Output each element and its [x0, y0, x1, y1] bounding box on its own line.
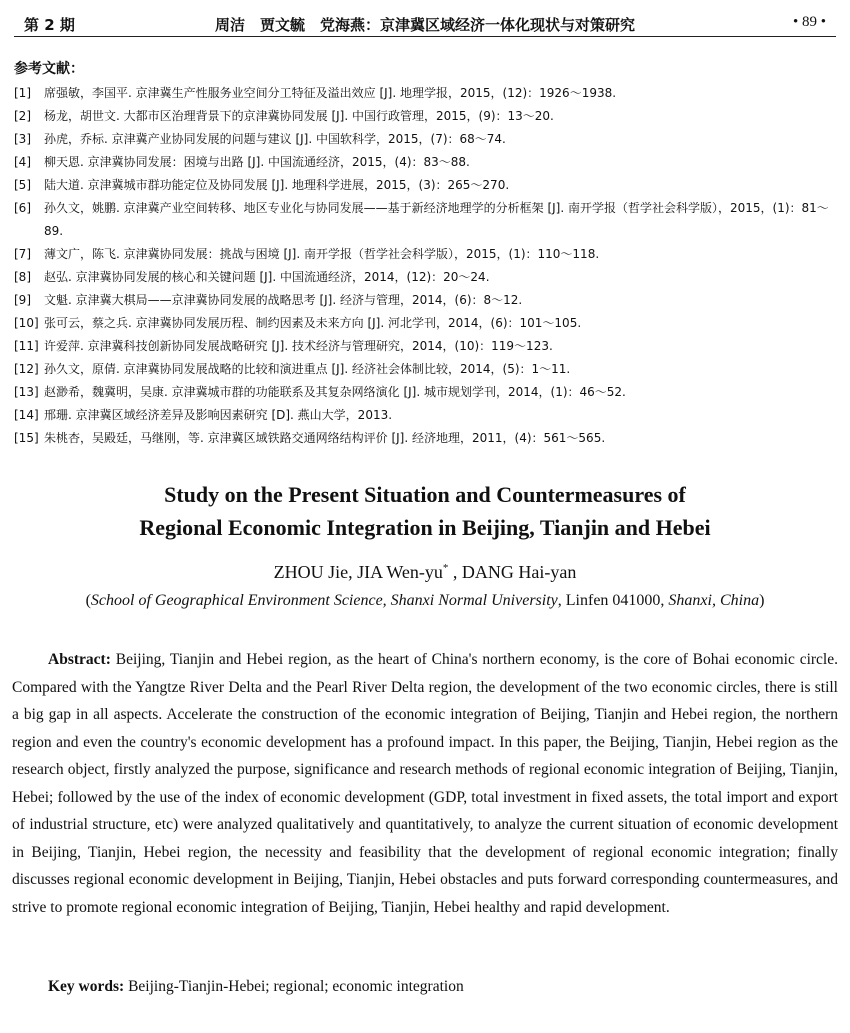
reference-text: 赵渺希，魏冀明，吴康. 京津冀城市群的功能联系及其复杂网络演化 [J]. 城市规划学刊，2014，(1)：46～52.	[44, 385, 626, 399]
reference-number: [9]	[14, 293, 31, 307]
reference-number: [5]	[14, 178, 31, 192]
abstract-label: Abstract	[48, 651, 106, 668]
english-title	[0, 478, 850, 544]
running-header	[14, 8, 836, 37]
reference-number: [10]	[14, 316, 39, 330]
reference-item	[14, 404, 838, 427]
reference-text: 陆大道. 京津冀城市群功能定位及协同发展 [J]. 地理科学进展，2015，(3)：265～270.	[44, 178, 510, 192]
reference-text: 孙久文，原倩. 京津冀协同发展战略的比较和演进重点 [J]. 经济社会体制比较，2014，(5)：1～11.	[44, 362, 571, 376]
reference-number: [14]	[14, 408, 39, 422]
author-list	[0, 562, 850, 583]
title-line-1: Study on the Present Situation and Countermeasures of	[164, 482, 686, 507]
reference-item	[14, 358, 838, 381]
reference-number: [4]	[14, 155, 31, 169]
reference-list	[14, 82, 838, 450]
affiliation: (School of Geographical Environment Science, Shanxi Normal University, Linfen 041000, Shanxi, China)	[85, 592, 765, 609]
reference-item	[14, 335, 838, 358]
reference-text: 朱桃杏，吴殿廷，马继刚，等. 京津冀区域铁路交通网络结构评价 [J]. 经济地理，2011，(4)：561～565.	[44, 431, 606, 445]
reference-text: 席强敏，李国平. 京津冀生产性服务业空间分工特征及溢出效应 [J]. 地理学报，2015，(12)：1926～1938.	[44, 86, 617, 100]
reference-number: [6]	[14, 201, 31, 215]
reference-text: 许爱萍. 京津冀科技创新协同发展战略研究 [J]. 技术经济与管理研究，2014，(10)：119～123.	[44, 339, 553, 353]
reference-number: [1]	[14, 86, 31, 100]
reference-number: [3]	[14, 132, 31, 146]
reference-number: [13]	[14, 385, 39, 399]
reference-number: [15]	[14, 431, 39, 445]
keywords-text: Beijing-Tianjin-Hebei; regional; economic integration	[128, 978, 464, 995]
reference-text: 孙虎，乔标. 京津冀产业协同发展的问题与建议 [J]. 中国软科学，2015，(7)：68～74.	[44, 132, 506, 146]
reference-number: [2]	[14, 109, 31, 123]
reference-text: 杨龙，胡世文. 大都市区治理背景下的京津冀协同发展 [J]. 中国行政管理，2015，(9)：13～20.	[44, 109, 554, 123]
reference-item	[14, 312, 838, 335]
reference-item	[14, 82, 838, 105]
abstract: Abstract: Beijing, Tianjin and Hebei region, as the heart of China's northern economy, is the core of Bohai economic circle. Compared with the Yangtze River Delta and the Pearl River Delta region, the development of the two economic circles, there is still a big gap in all aspects. Accelerate the construction of the economic integration of Beijing, Tianjin and Hebei region, the northern region and even the country's economic development has a profound impact. In this paper, the Beijing, Tianjin, Hebei region as the research object, firstly analyzed the purpose, significance and research methods of regional economic integration of Beijing, Tianjin, Hebei; followed by the use of the index of economic development (GDP, total investment in fixed assets, the total import and export of industrial structure, etc) were analyzed qualitatively and quantitatively, to analyze the current situation of economic development in Beijing, Tianjin, Hebei region, the necessity and feasibility that the development of regional economic integration; finally discusses regional economic development in Beijing, Tianjin, Hebei obstacles and puts forward corresponding countermeasures, and strive to promote regional economic integration of Beijing, Tianjin, Hebei healthy and rapid development.	[12, 651, 838, 916]
abstract-text: Beijing, Tianjin and Hebei region, as the heart of China's northern economy, is the core of Bohai economic circle. Compared with the Yangtze River Delta and the Pearl River Delta region, the development of the two economic circles, there is still a big gap in all aspects. Accelerate the construction of the economic integration of Beijing, Tianjin and Hebei region, the northern region and even the country's economic development has a profound impact. In this paper, the Beijing, Tianjin, Hebei region as the research object, firstly analyzed the purpose, significance and research methods of regional economic integration of Beijing, Tianjin, Hebei; followed by the use of the index of economic development (GDP, total investment in fixed assets, the total import and export of industrial structure, etc) were analyzed qualitatively and quantitatively, to analyze the current situation of economic development in Beijing, Tianjin, Hebei region, the necessity and feasibility that the development of regional economic integration; finally discusses regional economic development in Beijing, Tianjin, Hebei obstacles and puts forward corresponding countermeasures, and strive to promote regional economic integration of Beijing, Tianjin, Hebei healthy and rapid development.	[12, 651, 838, 916]
corresponding-mark: *	[442, 562, 449, 574]
keywords: Key words: Beijing-Tianjin-Hebei; regional; economic integration	[48, 978, 464, 995]
reference-item	[14, 381, 838, 404]
reference-number: [12]	[14, 362, 39, 376]
reference-item	[14, 174, 838, 197]
reference-item	[14, 105, 838, 128]
reference-text: 赵弘. 京津冀协同发展的核心和关键问题 [J]. 中国流通经济，2014，(12)：20～24.	[44, 270, 490, 284]
reference-text: 文魁. 京津冀大棋局——京津冀协同发展的战略思考 [J]. 经济与管理，2014，(6)：8～12.	[44, 293, 523, 307]
authors-rest: , DANG Hai-yan	[448, 562, 577, 582]
title-line-2: Regional Economic Integration in Beijing, Tianjin and Hebei	[139, 515, 711, 540]
affiliation-city: , Linfen 041000,	[557, 592, 669, 609]
reference-item	[14, 197, 838, 243]
running-title: 周洁 贾文毓 党海燕：京津冀区域经济一体化现状与对策研究	[214, 16, 635, 34]
reference-item	[14, 151, 838, 174]
issue-number: 第 2 期	[24, 16, 75, 34]
reference-text: 孙久文，姚鹏. 京津冀产业空间转移、地区专业化与协同发展——基于新经济地理学的分析框架 [J]. 南开学报（哲学社会科学版），2015，(1)：81～89.	[44, 201, 829, 238]
reference-item	[14, 289, 838, 312]
page-number: • 89 •	[792, 14, 826, 30]
reference-text: 柳天恩. 京津冀协同发展：困境与出路 [J]. 中国流通经济，2015，(4)：83～88.	[44, 155, 470, 169]
reference-number: [8]	[14, 270, 31, 284]
references-heading: 参考文献：	[14, 61, 84, 77]
reference-number: [11]	[14, 339, 39, 353]
reference-item	[14, 266, 838, 289]
reference-text: 薄文广，陈飞. 京津冀协同发展：挑战与困境 [J]. 南开学报（哲学社会科学版），2015，(1)：110～118.	[44, 247, 600, 261]
reference-item	[14, 128, 838, 151]
reference-text: 张可云，蔡之兵. 京津冀协同发展历程、制约因素及未来方向 [J]. 河北学刊，2014，(6)：101～105.	[44, 316, 582, 330]
affiliation-institution: School of Geographical Environment Science, Shanxi Normal University	[90, 592, 558, 609]
keywords-label: Key words	[48, 978, 120, 995]
reference-text: 邢珊. 京津冀区域经济差异及影响因素研究 [D]. 燕山大学，2013.	[44, 408, 393, 422]
reference-number: [7]	[14, 247, 31, 261]
authors-first: ZHOU Jie, JIA Wen-yu	[273, 562, 443, 582]
affiliation-region: Shanxi, China	[668, 592, 760, 609]
reference-item	[14, 243, 838, 266]
reference-item	[14, 427, 838, 450]
